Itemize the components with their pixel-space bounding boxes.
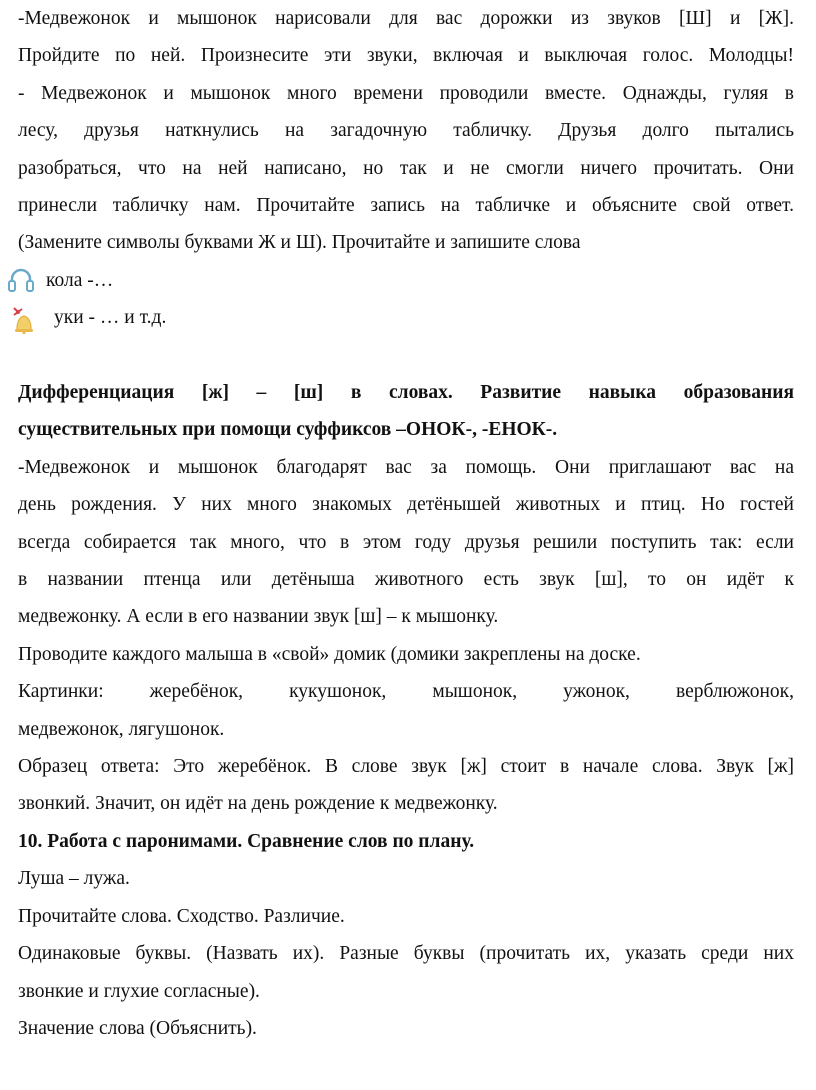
- para-birthday-line5: медвежонку. А если в его названии звук [ш] – к мышонку.: [18, 606, 499, 628]
- bell-icon: [8, 302, 40, 347]
- section-heading-10: 10. Работа с паронимами. Сравнение слов по плану.: [18, 830, 475, 852]
- para-sample-line2: звонкий. Значит, он идёт на день рождение к медвежонку.: [18, 793, 498, 815]
- example-word-2: уки - … и т.д.: [54, 307, 167, 329]
- para-birthday-line2: день рождения. У них много знакомых детёнышей животных и птиц. Но гостей: [18, 494, 794, 516]
- para-read-words: Прочитайте слова. Сходство. Различие.: [18, 905, 345, 927]
- para-birthday-line4: в названии птенца или детёныша животного есть звук [ш], то он идёт к: [18, 569, 794, 591]
- para-letters-line1: Одинаковые буквы. (Назвать их). Разные буквы (прочитать их, указать среди них: [18, 943, 794, 965]
- para-pictures-line2: медвежонок, лягушонок.: [18, 718, 225, 740]
- para-story-line4: принесли табличку нам. Прочитайте запись на табличке и объясните свой ответ.: [18, 195, 794, 217]
- document-page: [18, 0, 794, 1047]
- para-paronyms: Луша – лужа.: [18, 868, 130, 890]
- para-story-line3: разобраться, что на ней написано, но так и не смогли ничего прочитать. Они: [18, 157, 794, 179]
- example-row-2: [18, 299, 794, 336]
- para-intro-line2: Пройдите по ней. Произнесите эти звуки, включая и выключая голос. Молодцы!: [18, 45, 794, 67]
- para-instructions: Проводите каждого малыша в «свой» домик (домики закреплены на доске.: [18, 643, 641, 665]
- spacer: [18, 337, 794, 374]
- section-heading-line1: Дифференциация [ж] – [ш] в словах. Развитие навыка образования: [18, 382, 794, 404]
- para-intro-line1: -Медвежонок и мышонок нарисовали для вас дорожки из звуков [Ш] и [Ж].: [18, 8, 794, 29]
- para-letters-line2: звонкие и глухие согласные).: [18, 980, 260, 1002]
- para-birthday-line3: всегда собирается так много, что в этом году друзья решили поступить так: если: [18, 531, 794, 553]
- para-birthday-line1: -Медвежонок и мышонок благодарят вас за помощь. Они приглашают вас на: [18, 456, 794, 478]
- para-story-line2: лесу, друзья наткнулись на загадочную табличку. Друзья долго пытались: [18, 120, 794, 142]
- section-heading-line2: существительных при помощи суффиксов –ОНОК-, -ЕНОК-.: [18, 419, 558, 441]
- para-meaning: Значение слова (Объяснить).: [18, 1017, 257, 1039]
- para-story-line5: (Замените символы буквами Ж и Ш). Прочитайте и запишите слова: [18, 232, 581, 254]
- example-word-1: кола -…: [46, 269, 114, 291]
- para-pictures-line1: Картинки: жеребёнок, кукушонок, мышонок, ужонок, верблюжонок,: [18, 681, 794, 703]
- para-sample-line1: Образец ответа: Это жеребёнок. В слове звук [ж] стоит в начале слова. Звук [ж]: [18, 756, 794, 778]
- para-story-line1: - Медвежонок и мышонок много времени проводили вместе. Однажды, гуляя в: [18, 82, 794, 104]
- example-row-1: [18, 262, 794, 299]
